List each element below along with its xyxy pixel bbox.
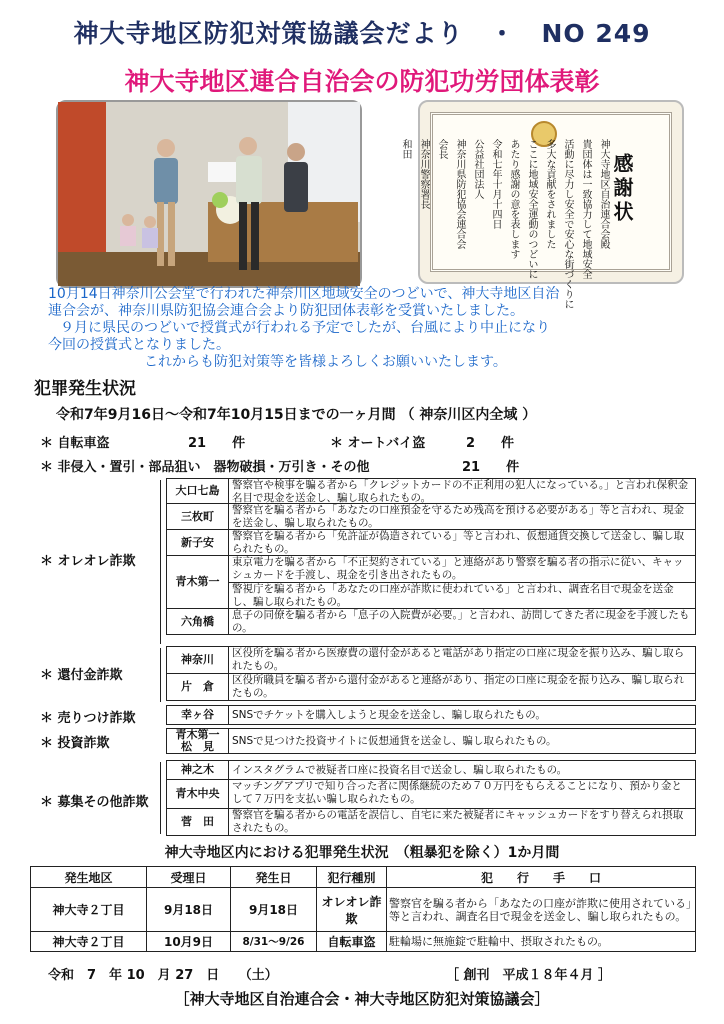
table-cell: 駐輪場に無施錠で駐輪中、摂取されたもの。 [387, 932, 696, 952]
intro-line: ９月に県民のつどいで授賞式が行われる予定でしたが、台風により中止になり [60, 320, 550, 336]
list-item [166, 529, 696, 556]
intro-line: これからも防犯対策等を皆様よろしくお願いいたします。 [144, 354, 507, 370]
table-cell: 9月18日 [231, 888, 317, 932]
certificate-line: 令和七年十月十四日 [490, 139, 501, 229]
column-header: 受理日 [147, 867, 231, 888]
certificate-image [400, 100, 684, 309]
oreore-label: ＊ オレオレ詐欺 [40, 554, 136, 569]
table-cell: 8/31～9/26 [231, 932, 317, 952]
certificate-line: 神奈川警察署長 [418, 139, 429, 209]
crime-heading: 犯罪発生状況 [34, 379, 136, 399]
certificate-line: 神奈川県防犯協会連合会 [454, 139, 465, 249]
refund-bracket [160, 648, 161, 702]
issue-date: 令和 7 年 10 月 27 日 （土） [48, 968, 278, 983]
location: 片 倉 [166, 673, 228, 701]
bike-count: 21 件 [188, 436, 246, 451]
location: 大口七島 [166, 478, 228, 504]
intro-line: 今回の授賞式となりました。 [48, 337, 230, 353]
intro-text [48, 286, 698, 371]
recruit-label: ＊ 募集その他詐欺 [40, 795, 149, 810]
certificate-line: 会長 [436, 139, 447, 159]
certificate-line: ここに地域安全運動のつどいに [526, 139, 537, 279]
description: 区役所を騙る者から医療費の還付金があると電話があり指定の口座に現金を振り込み、騙し取られたもの。 [228, 646, 696, 674]
refund-list [166, 646, 696, 701]
description: 区役所職員を騙る者から還付金があると連絡があり、指定の口座に現金を振り込み、騙し取られたもの。 [228, 673, 696, 701]
local-table-title: 神大寺地区内における犯罪発生状況 （粗暴犯を除く）1か月間 [164, 845, 560, 861]
location: 神之木 [166, 760, 228, 780]
location: 三枚町 [166, 503, 228, 530]
description: インスタグラムで被疑者口座に投資名目で送金し、騙し取られたもの。 [228, 760, 696, 780]
certificate-text [400, 139, 609, 309]
table-cell: 神大寺２丁目 [31, 932, 147, 952]
location: 神奈川 [166, 646, 228, 674]
table-cell: オレオレ詐欺 [317, 888, 387, 932]
invest-label: ＊ 投資詐欺 [40, 736, 110, 751]
bike-label: ＊ 自転車盗 [40, 436, 110, 451]
local-crime-table [30, 866, 696, 952]
sell-label: ＊ 売りつけ詐欺 [40, 711, 136, 726]
list-item [166, 705, 696, 725]
location: 青木第一 [166, 555, 228, 609]
column-header: 犯 行 手 口 [387, 867, 696, 888]
location-line: 松 見 [181, 740, 214, 753]
oreore-list [166, 478, 696, 635]
table-header-row [31, 867, 696, 888]
description: 東京電力を騙る者から「不正契約されている」と連絡があり警察を騙る者の指示に従い、キャッシュカードを手渡し、現金を引き出されたもの。 [228, 555, 696, 583]
certificate-line: 貴団体は一致協力して地域安全 [580, 139, 591, 279]
description-group [228, 555, 696, 609]
organization-names: ［神大寺地区自治連合会・神大寺地区防犯対策協議会］ [174, 990, 550, 1008]
description: 警察官を騙る者から「免許証が偽造されている」等と言われ、仮想通貨交換して送金し、騙し取られたもの。 [228, 529, 696, 556]
other-label: ＊ 非侵入・置引・部品狙い 器物破損・万引き・その他 [40, 460, 370, 475]
location: 幸ヶ谷 [166, 705, 228, 725]
ceremony-photo [56, 100, 362, 288]
column-header: 発生地区 [31, 867, 147, 888]
description: 警視庁を騙る者から「あなたの口座が詐欺に使われている」と言われ、調査名目で現金を送金し、騙し取られたもの。 [228, 582, 696, 609]
list-item [166, 646, 696, 674]
founded-note: ［ 創刊 平成１８年４月 ］ [446, 968, 612, 983]
table-cell: 自転車盗 [317, 932, 387, 952]
certificate-line: あたり感謝の意を表します [508, 139, 519, 259]
location-line: 青木第一 [175, 728, 220, 741]
intro-line: 連合会が、神奈川県防犯協会連合会より防犯団体表彰を受賞いたしました。 [48, 303, 524, 319]
table-cell: 警察官を騙る者から「あなたの口座が詐欺に使用されている」等と言われ、調査名目で現金を送金し、騙し取られたもの。 [387, 888, 696, 932]
table-row [31, 932, 696, 952]
certificate-line: 活動に尽力し安全で安心な街づくりに [562, 139, 573, 309]
certificate-line: 和田 [400, 139, 411, 159]
table-cell: 10月9日 [147, 932, 231, 952]
list-item [166, 808, 696, 836]
description: マッチングアプリで知り合った者に関係継続のため７０万円をもらえることになり、預かり金として７万円を支払い騙し取られたもの。 [228, 779, 696, 809]
table-row [31, 888, 696, 932]
list-item [166, 555, 696, 609]
location: 青木中央 [166, 779, 228, 809]
other-count: 21 件 [462, 460, 520, 475]
certificate-title: 感謝状 [610, 153, 634, 225]
newsletter-title: 神大寺地区防犯対策協議会だより ・ NO 249 [73, 19, 651, 48]
certificate-frame [400, 112, 672, 309]
recruit-list [166, 760, 696, 836]
list-item [166, 673, 696, 701]
certificate-line: 神大寺地区自治連合会殿 [598, 139, 609, 249]
location [166, 728, 228, 754]
description: 警察官を騙る者からの電話を誤信し、自宅に来た被疑者にキャッシュカードをすり替えられ摂取されたもの。 [228, 808, 696, 836]
list-item [166, 728, 696, 754]
recruit-bracket [160, 762, 161, 834]
column-header: 発生日 [231, 867, 317, 888]
crime-period: 令和7年9月16日～令和7年10月15日までの一ヶ月間 （ 神奈川区内全域 ） [56, 407, 537, 423]
description: 警察官を騙る者から「あなたの口座預金を守るため残高を預ける必要がある」等と言われ、現金を送金し、騙し取られたもの。 [228, 503, 696, 530]
description: SNSで見つけた投資サイトに仮想通貨を送金し、騙し取られたもの。 [228, 728, 696, 754]
list-item [166, 779, 696, 809]
oreore-bracket [160, 480, 161, 644]
description: SNSでチケットを購入しようと現金を送金し、騙し取られたもの。 [228, 705, 696, 725]
moto-count: 2 件 [466, 436, 515, 451]
list-item [166, 608, 696, 635]
table-cell: 9月18日 [147, 888, 231, 932]
ceremony-photo-illustration [58, 102, 360, 286]
location: 六角橋 [166, 608, 228, 635]
refund-label: ＊ 還付金詐欺 [40, 668, 123, 683]
table-cell: 神大寺２丁目 [31, 888, 147, 932]
certificate-line: 多大な貢献をされました [544, 139, 555, 249]
description: 警察官や検事を騙る者から「クレジットカードの不正利用の犯人になっている。」と言われ保釈金名目で現金を送金し、騙し取られたもの。 [228, 478, 696, 504]
headline: 神大寺地区連合自治会の防犯功労団体表彰 [124, 67, 600, 96]
location: 菅 田 [166, 808, 228, 836]
list-item [166, 760, 696, 780]
list-item [166, 478, 696, 504]
location: 新子安 [166, 529, 228, 556]
column-header: 犯行種別 [317, 867, 387, 888]
description: 息子の同僚を騙る者から「息子の入院費が必要。」と言われ、訪問してきた者に現金を手渡したもの。 [228, 608, 696, 635]
certificate-line: 公益社団法人 [472, 139, 483, 199]
moto-label: ＊ オートバイ盗 [330, 436, 426, 451]
intro-line: 10月14日神奈川公会堂で行われた神奈川区地域安全のつどいで、神大寺地区自治 [48, 286, 560, 302]
list-item [166, 503, 696, 530]
